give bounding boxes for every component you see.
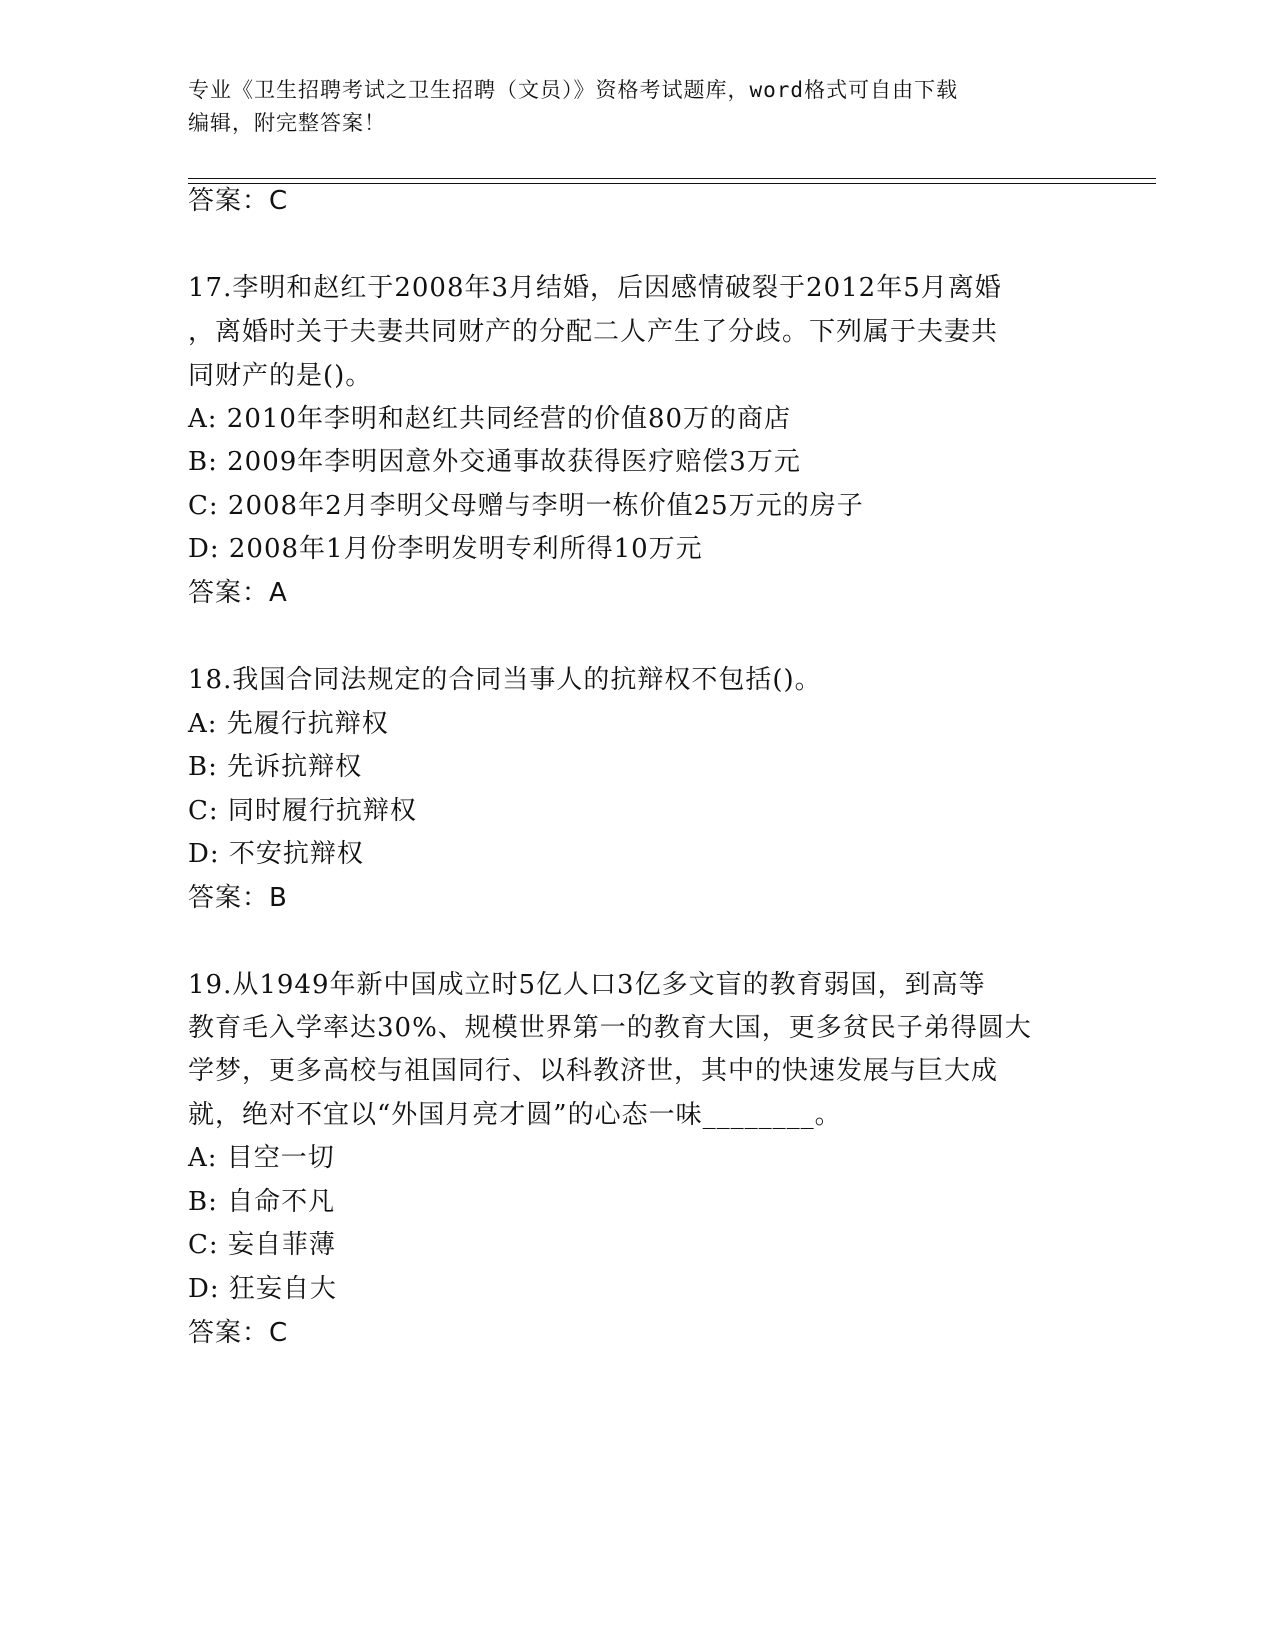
q18-option-b: B: 先诉抗辩权 bbox=[188, 752, 363, 782]
q17-option-a: A: 2010年李明和赵红共同经营的价值80万的商店 bbox=[188, 404, 792, 434]
q17-option-d: D: 2008年1月份李明发明专利所得10万元 bbox=[188, 534, 703, 564]
q17-text-line-3: 同财产的是()。 bbox=[188, 361, 373, 391]
header-line-2: 编辑，附完整答案！ bbox=[188, 111, 386, 135]
q17-answer: 答案：A bbox=[188, 578, 288, 608]
q19-option-c: C: 妄自菲薄 bbox=[188, 1230, 336, 1260]
q19-text-line-2: 教育毛入学率达30%、规模世界第一的教育大国，更多贫民子弟得圆大 bbox=[188, 1013, 1032, 1043]
q18-option-d: D: 不安抗辩权 bbox=[188, 839, 364, 869]
q19-option-b: B: 自命不凡 bbox=[188, 1187, 336, 1217]
q19-option-d: D: 狂妄自大 bbox=[188, 1274, 337, 1304]
previous-answer: 答案：C bbox=[188, 186, 289, 216]
q17-text-line-2: ，离婚时关于夫妻共同财产的分配二人产生了分歧。下列属于夫妻共 bbox=[188, 317, 999, 347]
q19-text-line-3: 学梦，更多高校与祖国同行、以科教济世，其中的快速发展与巨大成 bbox=[188, 1056, 999, 1086]
q17-text-line-1: 17.李明和赵红于2008年3月结婚，后因感情破裂于2012年5月离婚 bbox=[188, 273, 1002, 303]
header-line-1: 专业《卫生招聘考试之卫生招聘（文员）》资格考试题库，word格式可自由下载 bbox=[188, 78, 959, 102]
q17-option-b: B: 2009年李明因意外交通事故获得医疗赔偿3万元 bbox=[188, 447, 801, 477]
q18-answer: 答案：B bbox=[188, 883, 288, 913]
document-header bbox=[188, 74, 1068, 140]
q17-option-c: C: 2008年2月李明父母赠与李明一栋价值25万元的房子 bbox=[188, 491, 864, 521]
header-rule-top bbox=[188, 178, 1156, 179]
q18-option-c: C: 同时履行抗辩权 bbox=[188, 796, 417, 826]
q19-text-line-1: 19.从1949年新中国成立时5亿人口3亿多文盲的教育弱国，到高等 bbox=[188, 970, 986, 1000]
q18-text-line-1: 18.我国合同法规定的合同当事人的抗辩权不包括()。 bbox=[188, 665, 822, 695]
q19-text-line-4: 就，绝对不宜以“外国月亮才圆”的心态一味________。 bbox=[188, 1100, 842, 1130]
q18-option-a: A: 先履行抗辩权 bbox=[188, 709, 389, 739]
header-rule-bottom bbox=[188, 183, 1156, 184]
q19-answer: 答案：C bbox=[188, 1318, 289, 1348]
q19-option-a: A: 目空一切 bbox=[188, 1143, 335, 1173]
